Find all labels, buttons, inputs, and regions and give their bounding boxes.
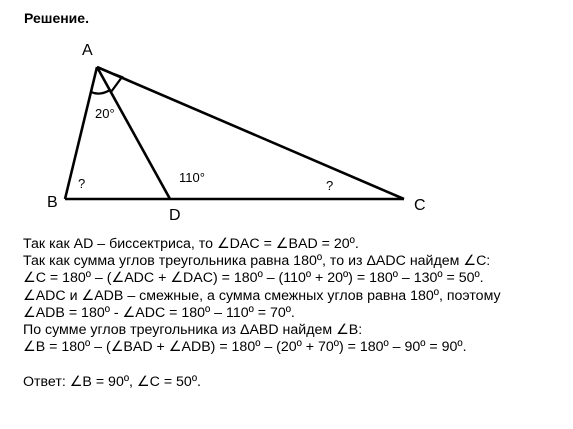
spacer: [23, 356, 568, 373]
solution-text: [23, 236, 568, 391]
solution-line-6: По сумме углов треугольника из ΔABD найдем ∠B:: [23, 322, 363, 339]
answer-line: Ответ: ∠B = 90º, ∠C = 50º.: [23, 373, 201, 390]
vertex-label-c: C: [414, 197, 426, 214]
angle-label-c: ?: [326, 178, 334, 193]
solution-line-7: ∠B = 180º – (∠BAD + ∠ADB) = 180º – (20º + 70º) = 180º – 90º = 90º.: [23, 339, 467, 356]
angle-label-bad: 20°: [95, 106, 115, 121]
vertex-label-a: A: [82, 42, 93, 59]
solution-line-1: Так как AD – биссектриса, то ∠DAC = ∠BAD = 20º.: [23, 236, 359, 252]
bisector-ad: [97, 67, 170, 199]
side-ac: [97, 67, 404, 199]
angle-arc-bad: [91, 90, 110, 94]
solution-line-2: Так как сумма углов треугольника равна 180º, то из ΔADC найдем ∠C:: [23, 253, 491, 270]
solution-line-4: ∠ADC и ∠ADB – смежные, а сумма смежных углов равна 180º, поэтому: [23, 287, 501, 304]
solution-line-5: ∠ADB = 180º - ∠ADC = 180º – 110º = 70º.: [23, 304, 295, 321]
angle-label-b: ?: [78, 176, 86, 191]
solution-heading: Решение.: [24, 10, 89, 26]
vertex-label-b: B: [47, 194, 58, 211]
vertex-label-d: D: [169, 207, 181, 224]
solution-line-3: ∠C = 180º – (∠ADC + ∠DAC) = 180º – (110º + 20º) = 180º – 130º = 50º.: [23, 270, 484, 287]
angle-label-adc: 110°: [179, 170, 205, 185]
